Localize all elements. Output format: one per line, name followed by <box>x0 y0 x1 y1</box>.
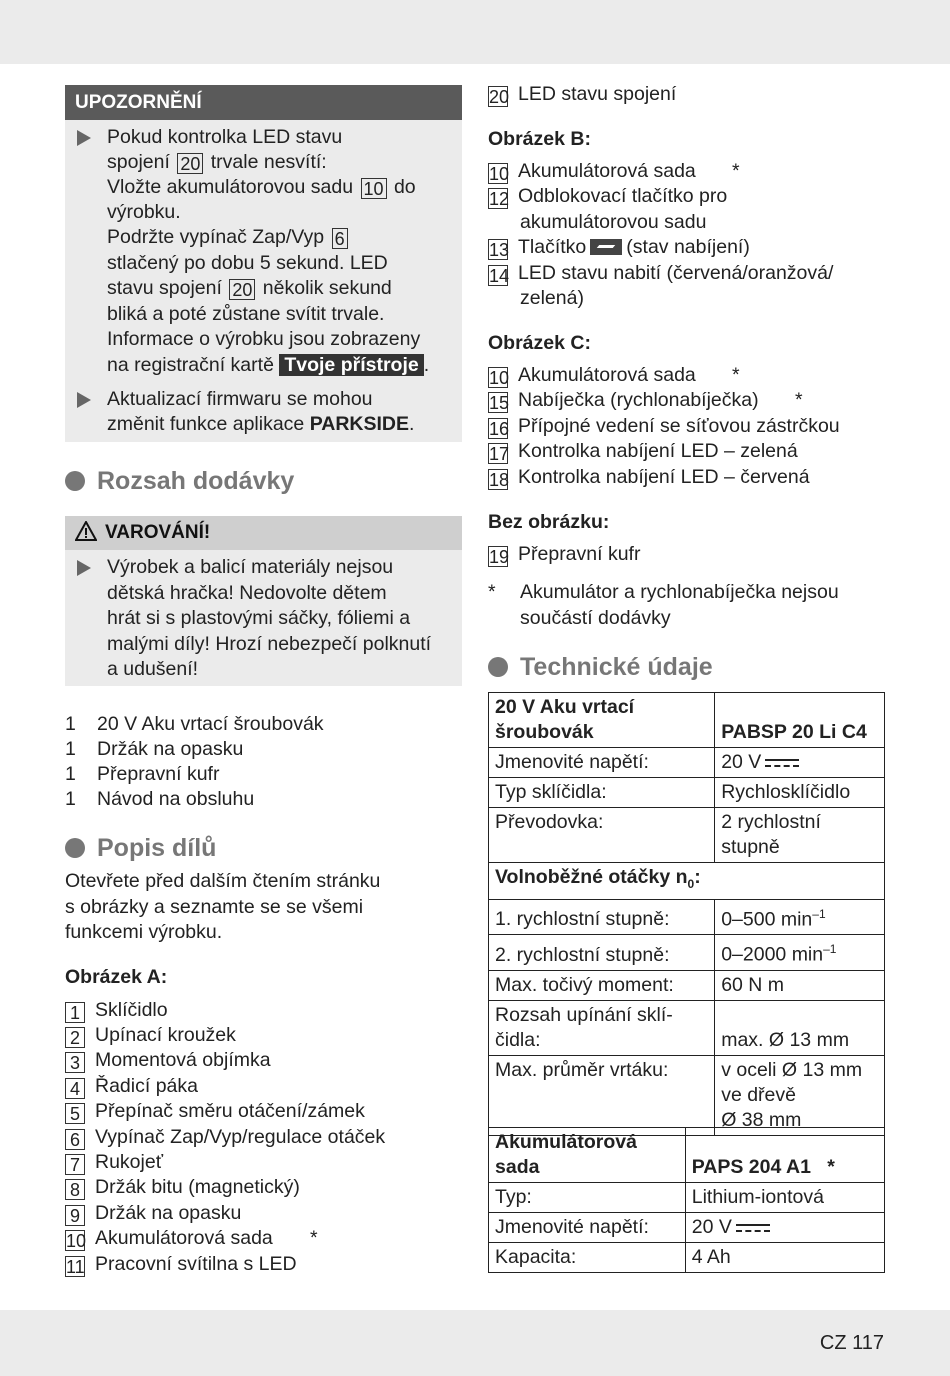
warning-icon <box>75 519 97 539</box>
delivery-item: 1 Držák na opasku <box>65 738 244 760</box>
notice-line: Aktualizací firmwaru se mohou <box>107 388 373 410</box>
warning-line: dětská hračka! Nedovolte dětem <box>107 582 387 604</box>
part-item: 8 Držák bitu (magnetický) <box>65 1175 300 1200</box>
part-item: 9 Držák na opasku <box>65 1201 241 1226</box>
part-number: 20 <box>229 279 255 300</box>
spec-table-drill <box>488 692 885 1136</box>
table-row: Rozsah upínání sklí- čidla: max. Ø 13 mm <box>489 1000 885 1055</box>
notice-line: Informace o výrobku jsou zobrazeny <box>107 328 421 350</box>
notice-line: stavu spojení 20 několik sekund <box>107 277 392 300</box>
footnote-star: * <box>310 1227 318 1249</box>
part-item: 15 Nabíječka (rychlonabíječka) * <box>489 389 803 413</box>
table-row: 2. rychlostní stupně: 0–2000 $\min^{-1}$ <box>489 935 885 971</box>
part-item: 10 Akumulátorová sada * <box>489 364 740 388</box>
table-row: Max. průměr vrtáku: v oceli Ø 13 mm ve dřevě Ø 38 mm <box>489 1055 885 1135</box>
part-number: 6 <box>332 228 348 249</box>
footnote: * Akumulátor a rychlonabíječka nejsou <box>488 581 839 603</box>
table-row: Typ sklíčidla: Rychlosklíčidlo <box>489 778 885 808</box>
part-item: 11 Pracovní svítilna s LED <box>66 1253 297 1277</box>
section-heading: Rozsah dodávky <box>65 466 294 496</box>
table-row: Převodovka: 2 rychlostní stupně <box>489 808 885 863</box>
part-item: 14 LED stavu nabití (červená/oranžová/ <box>489 262 834 286</box>
intro-line: s obrázky a seznamte se se všemi <box>65 896 364 918</box>
part-item: 16 Přípojné vedení se síťovou zástrčkou <box>489 415 840 439</box>
notice-line: na registrační kartě Tvoje přístroje . <box>107 354 430 376</box>
table-row: Volnoběžné otáčky $n_0$: <box>489 863 885 900</box>
charge-status-icon <box>590 239 622 255</box>
table-row: 20 V Aku vrtací šroubovák PABSP 20 Li C4 <box>489 693 885 748</box>
part-item: 13 Tlačítko (stav nabíjení) <box>489 236 750 260</box>
notice-line: výrobku. <box>107 201 181 223</box>
part-number: 20 <box>177 153 203 174</box>
warning-line: hrát si s plastovými sáčky, fóliemi a <box>107 607 411 629</box>
table-row: Typ: Lithium-iontová <box>489 1183 885 1213</box>
bullet-dot-icon <box>65 471 85 491</box>
bullet-arrow-icon <box>77 130 91 146</box>
notice-line: Pokud kontrolka LED stavu <box>107 126 343 148</box>
footnote-star: * <box>732 364 740 386</box>
warning-line: a udušení! <box>107 658 199 680</box>
part-item: 2 Upínací kroužek <box>65 1023 236 1048</box>
part-item: 5 Přepínač směru otáčení/zámek <box>65 1099 365 1124</box>
part-item-cont: zelená) <box>520 287 584 309</box>
notice-line: změnit funkce aplikace PARKSIDE. <box>107 413 415 435</box>
part-item: 3 Momentová objímka <box>65 1048 271 1073</box>
delivery-item: 1 Návod na obsluhu <box>65 788 255 810</box>
no-figure-title: Bez obrázku: <box>488 511 610 533</box>
notice-line: bliká a poté zůstane svítit trvale. <box>107 303 385 325</box>
warning-box <box>65 550 462 686</box>
notice-title: UPOZORNĚNÍ <box>65 85 462 120</box>
warning-line: Výrobek a balicí materiály nejsou <box>107 556 394 578</box>
part-item: 6 Vypínač Zap/Vyp/regulace otáček <box>65 1125 385 1150</box>
dc-symbol-icon <box>736 1223 770 1233</box>
delivery-item: 1 20 V Aku vrtací šroubovák <box>65 713 324 735</box>
part-item: 4 Řadicí páka <box>65 1074 198 1099</box>
bullet-arrow-icon <box>77 392 91 408</box>
part-item: 20 LED stavu spojení <box>489 83 677 107</box>
table-row: 1. rychlostní stupně: 0–500 $\min^{-1}$ <box>489 899 885 935</box>
part-item: 10 Akumulátorová sada * <box>66 1227 318 1251</box>
notice-line: Podržte vypínač Zap/Vyp 6 <box>107 225 350 250</box>
table-row: Kapacita: 4 Ah <box>489 1243 885 1273</box>
footnote-cont: součástí dodávky <box>520 607 671 629</box>
warning-title: VAROVÁNÍ! <box>65 516 462 550</box>
table-row: Jmenovité napětí: 20 V <box>489 1213 885 1243</box>
part-item-cont: akumulátorovou sadu <box>520 211 707 233</box>
page-number: CZ 117 <box>819 1332 884 1354</box>
footnote-star: * <box>732 160 740 182</box>
part-item: 7 Rukojeť <box>65 1150 163 1175</box>
part-item: 12 Odblokovací tlačítko pro <box>489 185 728 209</box>
notice-box <box>65 120 462 442</box>
part-item: 18 Kontrolka nabíjení LED – červená <box>489 466 810 490</box>
figure-b-title: Obrázek B: <box>488 128 591 150</box>
section-heading: Technické údaje <box>488 652 713 682</box>
warning-line: malými díly! Hrozí nebezpečí polknutí <box>107 633 432 655</box>
part-item: 1 Sklíčidlo <box>65 998 168 1023</box>
notice-line: stlačený po dobu 5 sekund. LED <box>107 252 388 274</box>
table-row: Akumulátorová sada PAPS 204 A1 * <box>489 1128 885 1183</box>
part-number: 10 <box>361 178 387 199</box>
part-item: 19 Přepravní kufr <box>489 543 641 567</box>
spec-table-battery <box>488 1127 885 1273</box>
intro-line: funkcemi výrobku. <box>65 921 223 943</box>
notice-line: spojení 20 trvale nesvítí: <box>107 151 327 174</box>
table-row: Max. točivý moment: 60 N m <box>489 970 885 1000</box>
bullet-arrow-icon <box>77 560 91 576</box>
figure-a-title: Obrázek A: <box>65 966 168 988</box>
delivery-item: 1 Přepravní kufr <box>65 763 220 785</box>
intro-line: Otevřete před dalším čtením stránku <box>65 870 381 892</box>
dc-symbol-icon <box>765 758 799 768</box>
app-badge: Tvoje přístroje <box>279 354 423 376</box>
footnote-star: * <box>795 389 803 411</box>
top-band <box>0 0 950 64</box>
bullet-dot-icon <box>65 838 85 858</box>
bullet-dot-icon <box>488 657 508 677</box>
notice-line: Vložte akumulátorovou sadu 10 do <box>107 176 416 199</box>
table-row: Jmenovité napětí: 20 V <box>489 748 885 778</box>
bottom-band <box>0 1310 950 1376</box>
figure-c-title: Obrázek C: <box>488 332 591 354</box>
part-item: 17 Kontrolka nabíjení LED – zelená <box>489 440 798 464</box>
part-item: 10 Akumulátorová sada * <box>489 160 740 184</box>
section-heading: Popis dílů <box>65 833 216 863</box>
